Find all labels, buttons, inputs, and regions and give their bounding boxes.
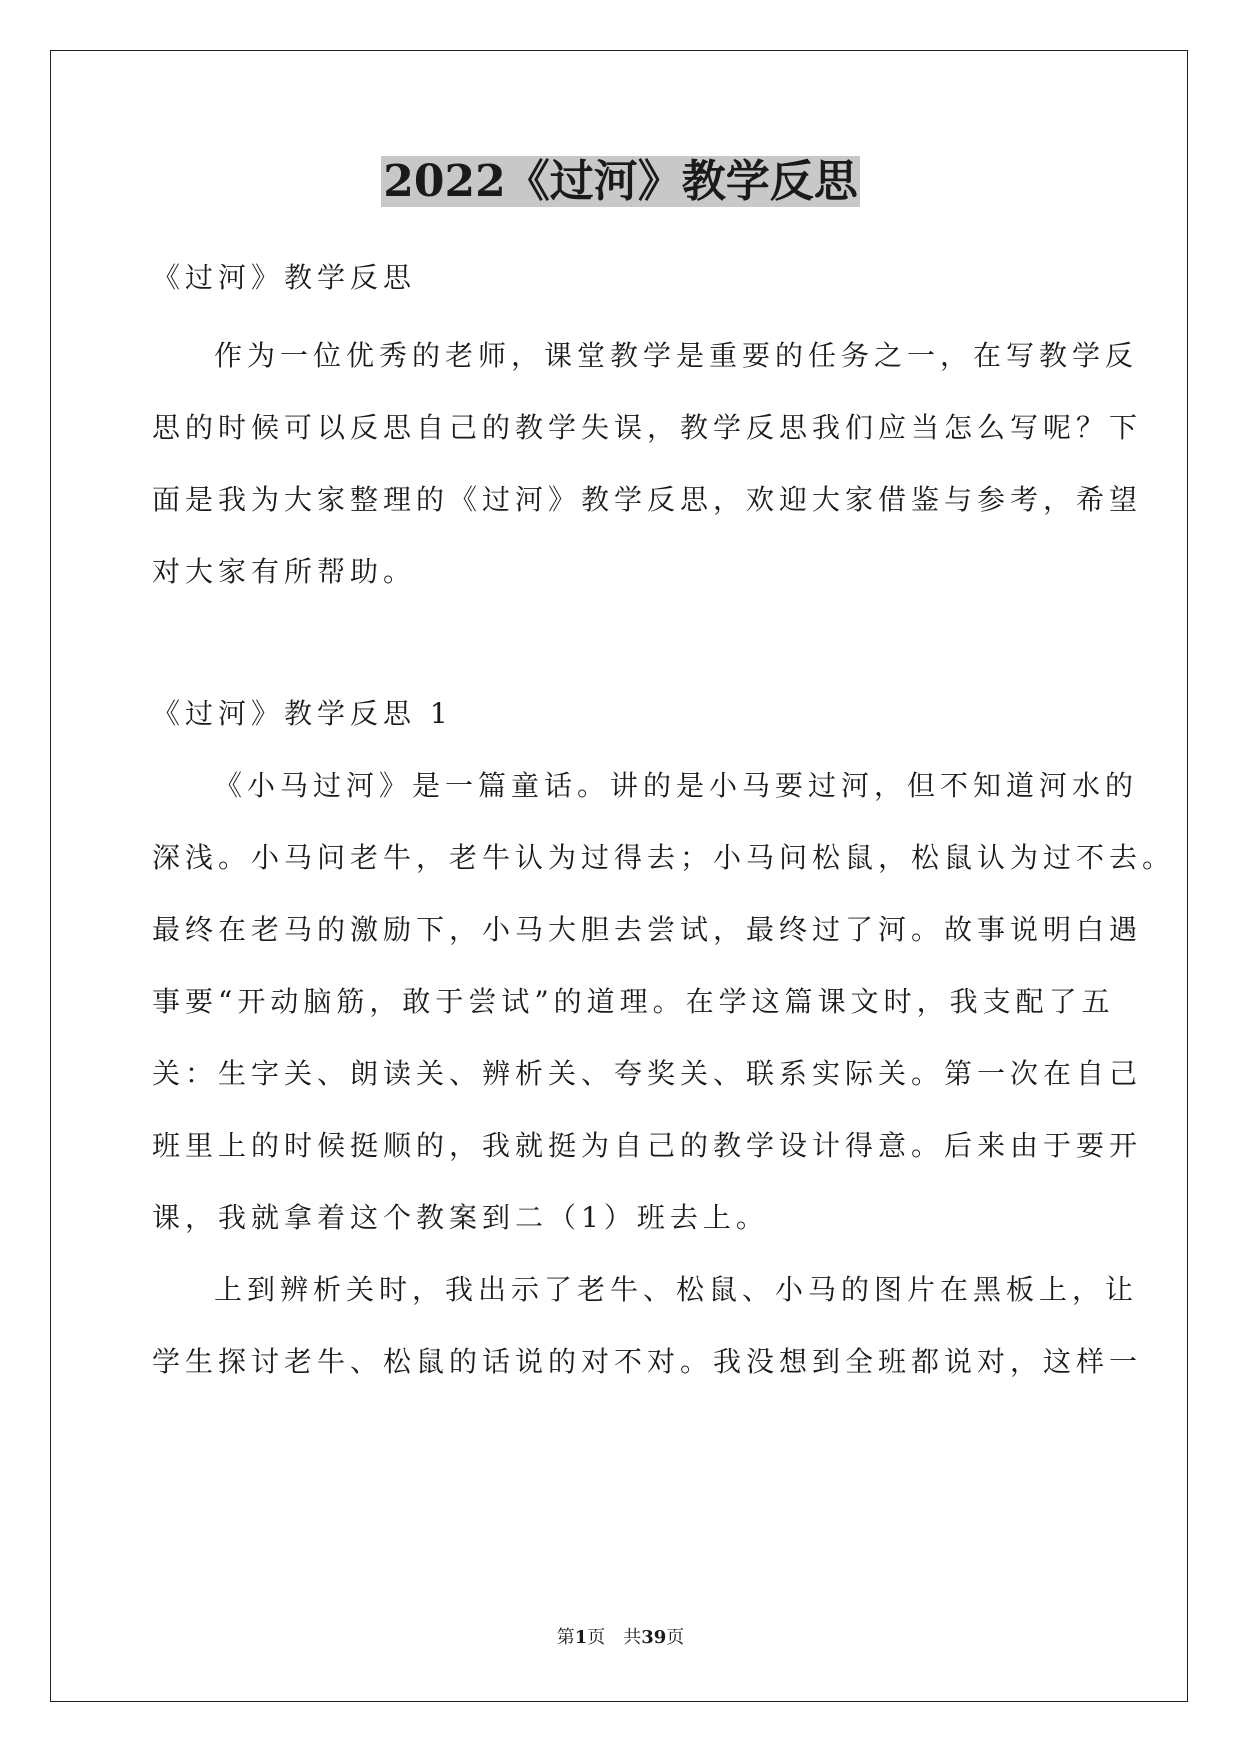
paragraph-line: 事要“开动脑筋，敢于尝试”的道理。在学这篇课文时，我支配了五 xyxy=(152,985,1115,1018)
intro-line: 作为一位优秀的老师，课堂教学是重要的任务之一，在写教学反 xyxy=(214,339,1139,372)
paragraph-line: 最终在老马的激励下，小马大胆去尝试，最终过了河。故事说明白遇 xyxy=(152,913,1143,946)
page-prefix: 第 xyxy=(556,1627,575,1648)
document-title xyxy=(0,152,1241,212)
document-title-text: 2022《过河》教学反思 xyxy=(383,156,858,207)
paragraph-line: 课，我就拿着这个教案到二（1）班去上。 xyxy=(152,1201,769,1234)
page-number: 1 xyxy=(574,1627,588,1648)
total-pages: 39 xyxy=(641,1627,667,1648)
paragraph-line: 关：生字关、朗读关、辨析关、夸奖关、联系实际关。第一次在自己 xyxy=(152,1057,1143,1090)
intro-line: 思的时候可以反思自己的教学失误，教学反思我们应当怎么写呢？下 xyxy=(152,411,1143,444)
paragraph-line: 《小马过河》是一篇童话。讲的是小马要过河，但不知道河水的 xyxy=(214,769,1139,802)
intro-line: 对大家有所帮助。 xyxy=(152,555,417,588)
intro-line: 面是我为大家整理的《过河》教学反思，欢迎大家借鉴与参考，希望 xyxy=(152,483,1143,516)
paragraph-line: 班里上的时候挺顺的，我就挺为自己的教学设计得意。后来由于要开 xyxy=(152,1129,1143,1162)
page-suffix: 页 xyxy=(587,1627,606,1648)
intro-heading: 《过河》教学反思 xyxy=(152,261,417,294)
paragraph-line: 深浅。小马问老牛，老牛认为过得去；小马问松鼠，松鼠认为过不去。 xyxy=(152,841,1176,874)
document-body xyxy=(152,258,1176,1382)
paragraph-line: 上到辨析关时，我出示了老牛、松鼠、小马的图片在黑板上，让 xyxy=(214,1273,1139,1306)
section-heading-1: 《过河》教学反思 1 xyxy=(152,697,453,730)
paragraph-line: 学生探讨老牛、松鼠的话说的对不对。我没想到全班都说对，这样一 xyxy=(152,1345,1143,1378)
page-footer xyxy=(0,1626,1241,1650)
total-suffix: 页 xyxy=(666,1627,685,1648)
total-prefix: 共 xyxy=(623,1627,642,1648)
